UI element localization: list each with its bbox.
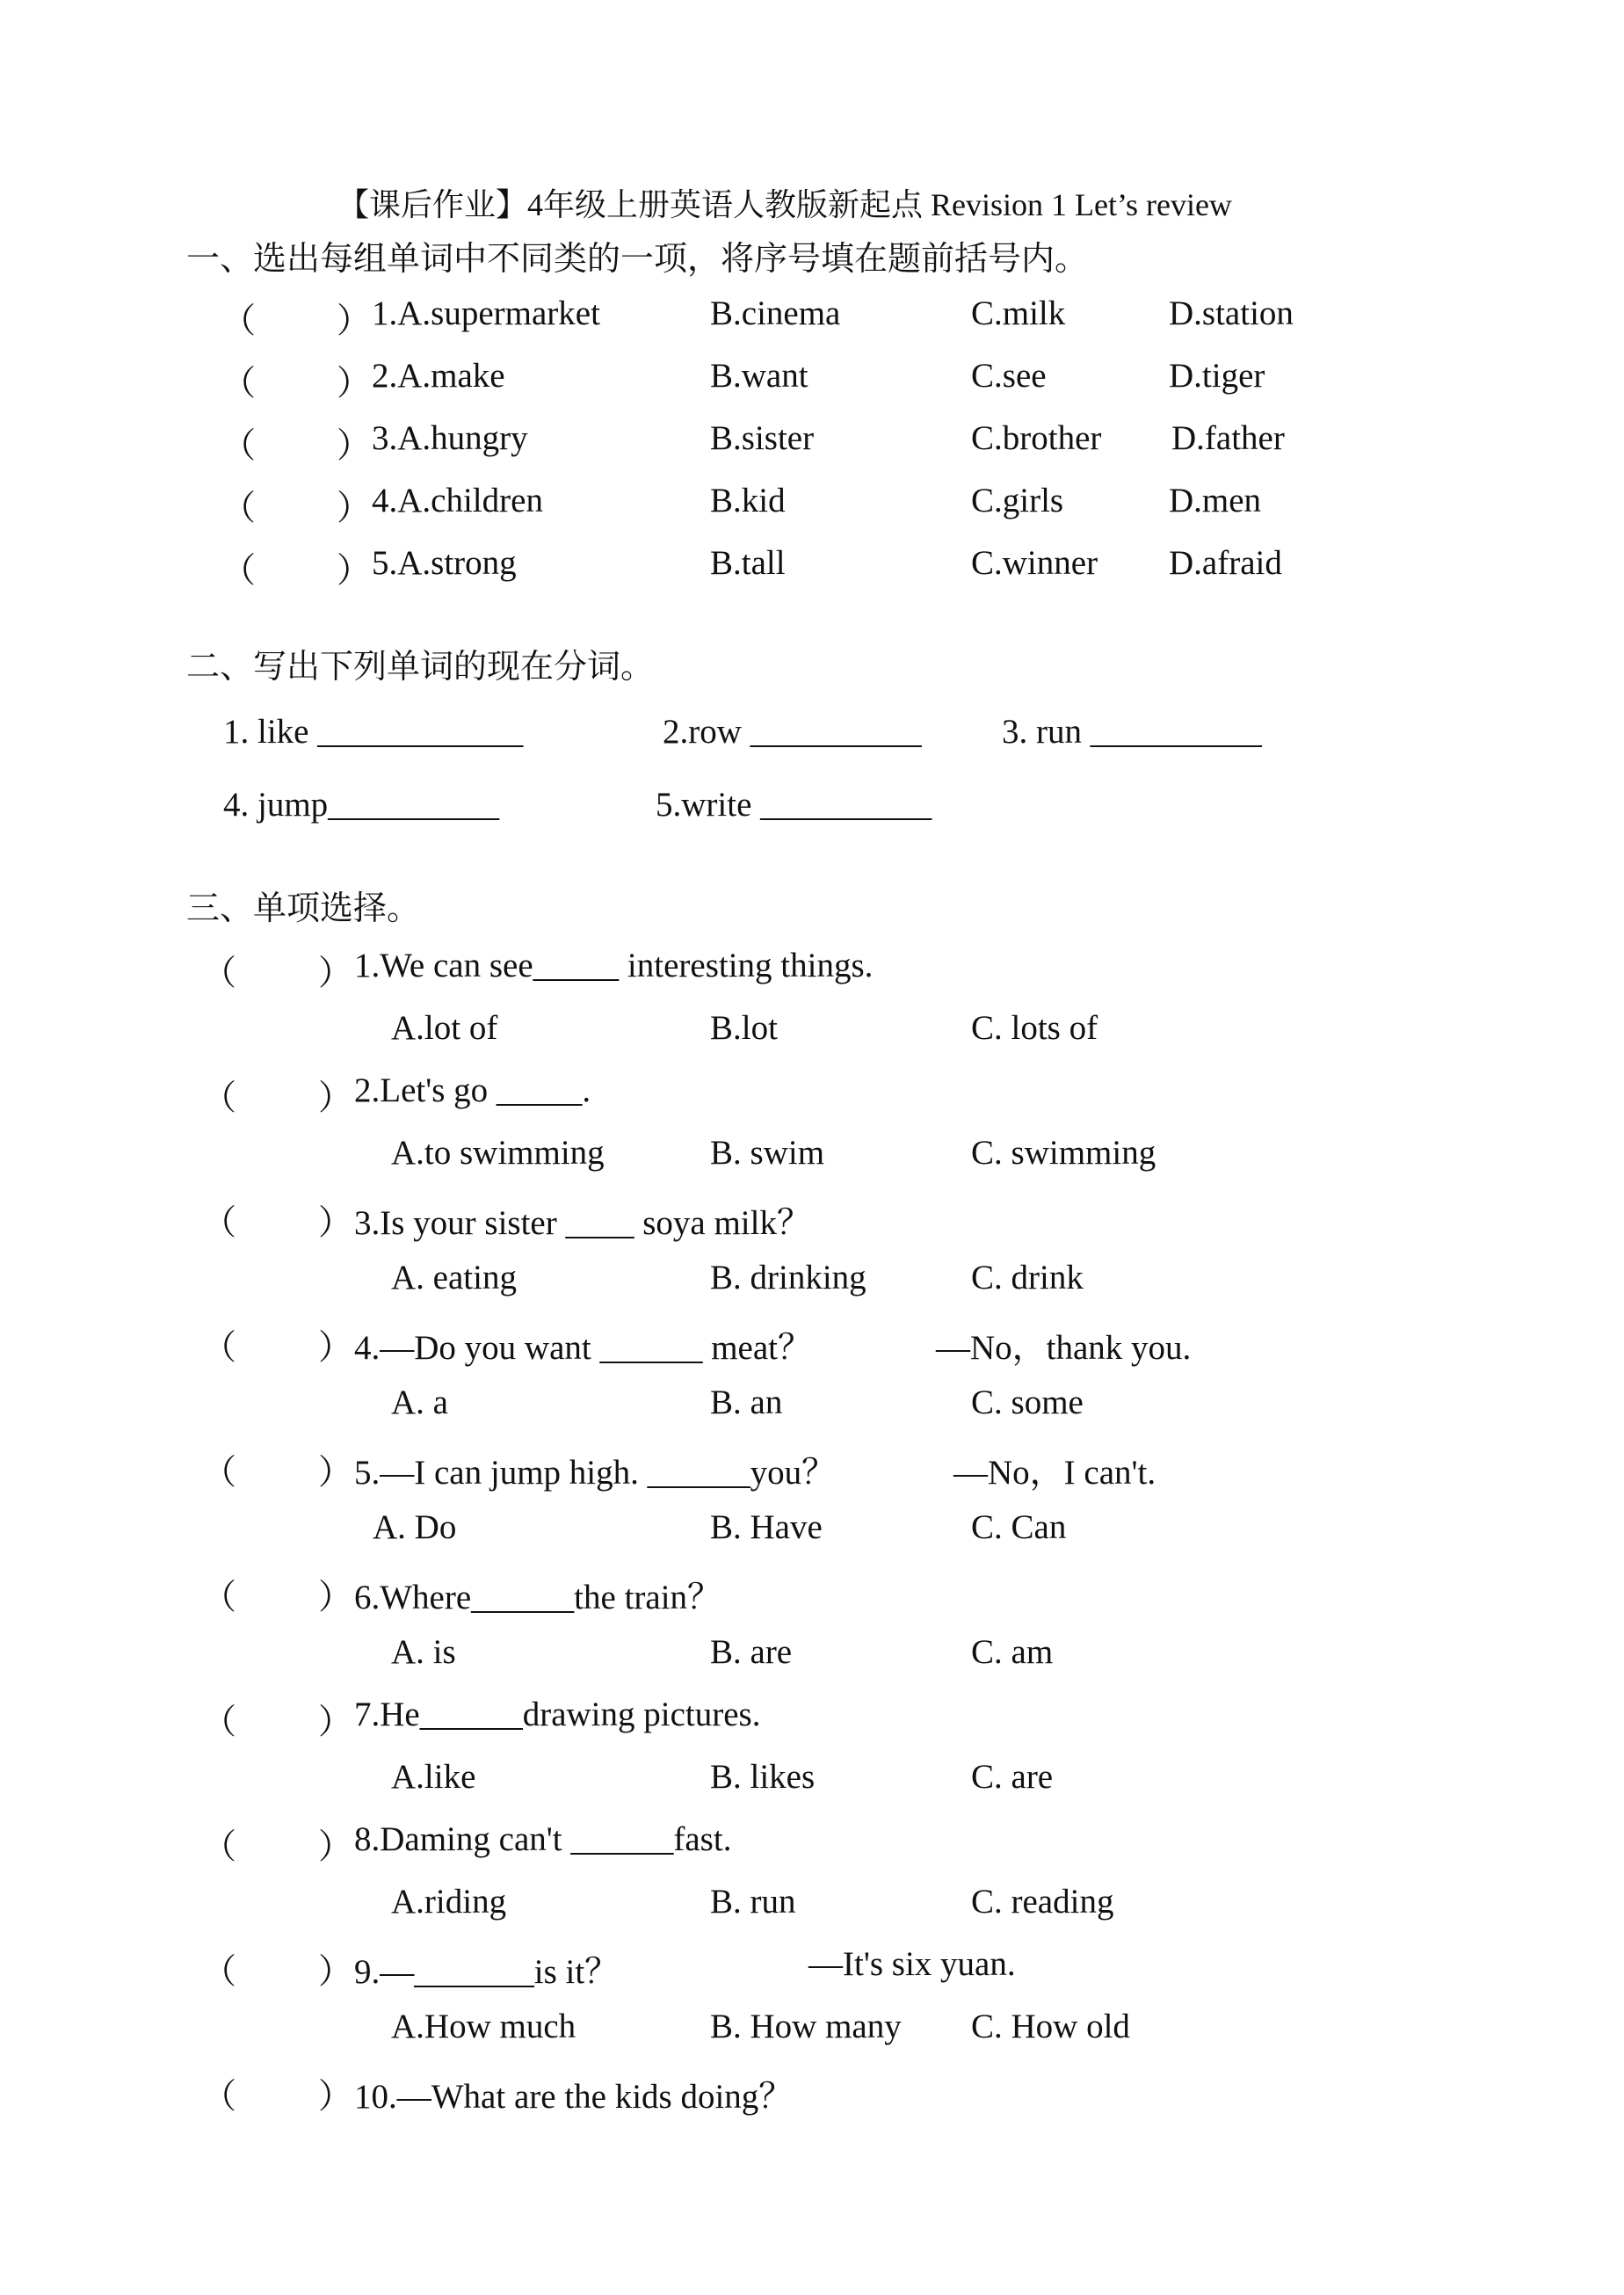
answer-bracket-close: ）: [337, 552, 372, 590]
answer-bracket-close: ）: [337, 302, 372, 340]
option-b: B.want: [710, 357, 808, 395]
answer-bracket-open: （: [202, 1079, 237, 1117]
question-text: 10.—What are the kids doing？: [354, 2078, 794, 2116]
choice-a: A. Do: [373, 1508, 457, 1546]
answer-bracket-open: （: [202, 1579, 237, 1616]
choice-b: B.lot: [710, 1009, 778, 1047]
answer-bracket-close: ）: [318, 1953, 353, 1991]
question-text: 5.—I can jump high. ______you？: [354, 1454, 837, 1492]
choice-b: B. likes: [710, 1758, 816, 1796]
choice-c: C. am: [971, 1633, 1054, 1671]
option-a: 3.A.hungry: [372, 419, 528, 457]
option-d: D.afraid: [1169, 544, 1282, 582]
choice-c: C. reading: [971, 1883, 1114, 1921]
choice-c: C. some: [971, 1384, 1084, 1421]
option-a: 5.A.strong: [372, 544, 517, 582]
answer-bracket-close: ）: [318, 1204, 353, 1242]
present-participle-item: 2.row __________: [663, 713, 922, 751]
choice-a: A.How much: [391, 2008, 576, 2045]
present-participle-item: 1. like ____________: [223, 713, 524, 751]
question-text: 2.Let's go _____.: [354, 1071, 591, 1109]
answer-bracket-close: ）: [318, 1329, 353, 1367]
answer-bracket-close: ）: [318, 1454, 353, 1492]
option-d: D.father: [1171, 419, 1285, 457]
choice-a: A. is: [391, 1633, 456, 1671]
question-text: 7.He______drawing pictures.: [354, 1696, 761, 1733]
answer-bracket-open: （: [202, 1204, 237, 1242]
question-text: 3.Is your sister ____ soya milk？: [354, 1204, 811, 1242]
answer-bracket-open: （: [202, 1703, 237, 1741]
page-title: 【课后作业】4年级上册英语人教版新起点 Revision 1 Let’s review: [337, 187, 1232, 222]
answer-bracket-open: （: [202, 1454, 237, 1492]
section2-heading: 二、写出下列单词的现在分词。: [186, 647, 655, 686]
option-a: 1.A.supermarket: [372, 294, 600, 332]
choice-a: A.to swimming: [391, 1134, 605, 1172]
answer-bracket-open: （: [202, 955, 237, 992]
question-text: 1.We can see_____ interesting things.: [354, 947, 874, 984]
choice-b: B. are: [710, 1633, 793, 1671]
answer-bracket-close: ）: [318, 1828, 353, 1866]
answer-bracket-open: （: [221, 427, 257, 465]
answer-bracket-close: ）: [318, 1079, 353, 1117]
answer-bracket-close: ）: [337, 365, 372, 403]
section3-heading: 三、单项选择。: [186, 889, 421, 927]
section1-heading: 一、选出每组单词中不同类的一项，将序号填在题前括号内。: [186, 239, 1089, 278]
answer-bracket-open: （: [202, 1828, 237, 1866]
choice-a: A. a: [391, 1384, 448, 1421]
option-c: C.see: [971, 357, 1047, 395]
answer-bracket-close: ）: [318, 1579, 353, 1616]
option-b: B.tall: [710, 544, 786, 582]
choice-b: B. Have: [710, 1508, 823, 1546]
option-b: B.sister: [710, 419, 815, 457]
option-c: C.winner: [971, 544, 1098, 582]
question-text: 8.Daming can't ______fast.: [354, 1820, 732, 1858]
option-d: D.station: [1169, 294, 1294, 332]
option-b: B.cinema: [710, 294, 841, 332]
choice-c: C. drink: [971, 1259, 1084, 1296]
option-a: 2.A.make: [372, 357, 505, 395]
question-response: —No，I can't.: [953, 1454, 1156, 1492]
answer-bracket-open: （: [221, 365, 257, 403]
choice-c: C. are: [971, 1758, 1054, 1796]
answer-bracket-close: ）: [318, 2078, 353, 2116]
option-c: C.girls: [971, 482, 1064, 519]
answer-bracket-close: ）: [337, 427, 372, 465]
option-d: D.tiger: [1169, 357, 1265, 395]
answer-bracket-open: （: [221, 490, 257, 527]
answer-bracket-open: （: [202, 1953, 237, 1991]
choice-c: C. swimming: [971, 1134, 1156, 1172]
choice-a: A.riding: [391, 1883, 507, 1921]
answer-bracket-close: ）: [337, 490, 372, 527]
option-a: 4.A.children: [372, 482, 543, 519]
choice-c: C. Can: [971, 1508, 1067, 1546]
choice-b: B. swim: [710, 1134, 825, 1172]
question-response: —It's six yuan.: [808, 1945, 1016, 1983]
option-c: C.brother: [971, 419, 1102, 457]
choice-b: B. an: [710, 1384, 783, 1421]
choice-c: C. lots of: [971, 1009, 1098, 1047]
option-b: B.kid: [710, 482, 786, 519]
option-c: C.milk: [971, 294, 1066, 332]
question-response: —No，thank you.: [936, 1329, 1192, 1367]
option-d: D.men: [1169, 482, 1262, 519]
choice-a: A.lot of: [391, 1009, 498, 1047]
choice-a: A.like: [391, 1758, 476, 1796]
choice-b: B. How many: [710, 2008, 902, 2045]
choice-b: B. drinking: [710, 1259, 866, 1296]
question-text: 9.—_______is it？: [354, 1953, 620, 1991]
answer-bracket-open: （: [202, 2078, 237, 2116]
question-text: 4.—Do you want ______ meat？: [354, 1329, 813, 1367]
answer-bracket-close: ）: [318, 1703, 353, 1741]
answer-bracket-close: ）: [318, 955, 353, 992]
present-participle-item: 3. run __________: [1002, 713, 1262, 751]
answer-bracket-open: （: [202, 1329, 237, 1367]
question-text: 6.Where______the train？: [354, 1579, 722, 1616]
answer-bracket-open: （: [221, 302, 257, 340]
answer-bracket-open: （: [221, 552, 257, 590]
choice-b: B. run: [710, 1883, 796, 1921]
present-participle-item: 4. jump__________: [223, 786, 500, 824]
choice-a: A. eating: [391, 1259, 517, 1296]
present-participle-item: 5.write __________: [656, 786, 932, 824]
choice-c: C. How old: [971, 2008, 1130, 2045]
